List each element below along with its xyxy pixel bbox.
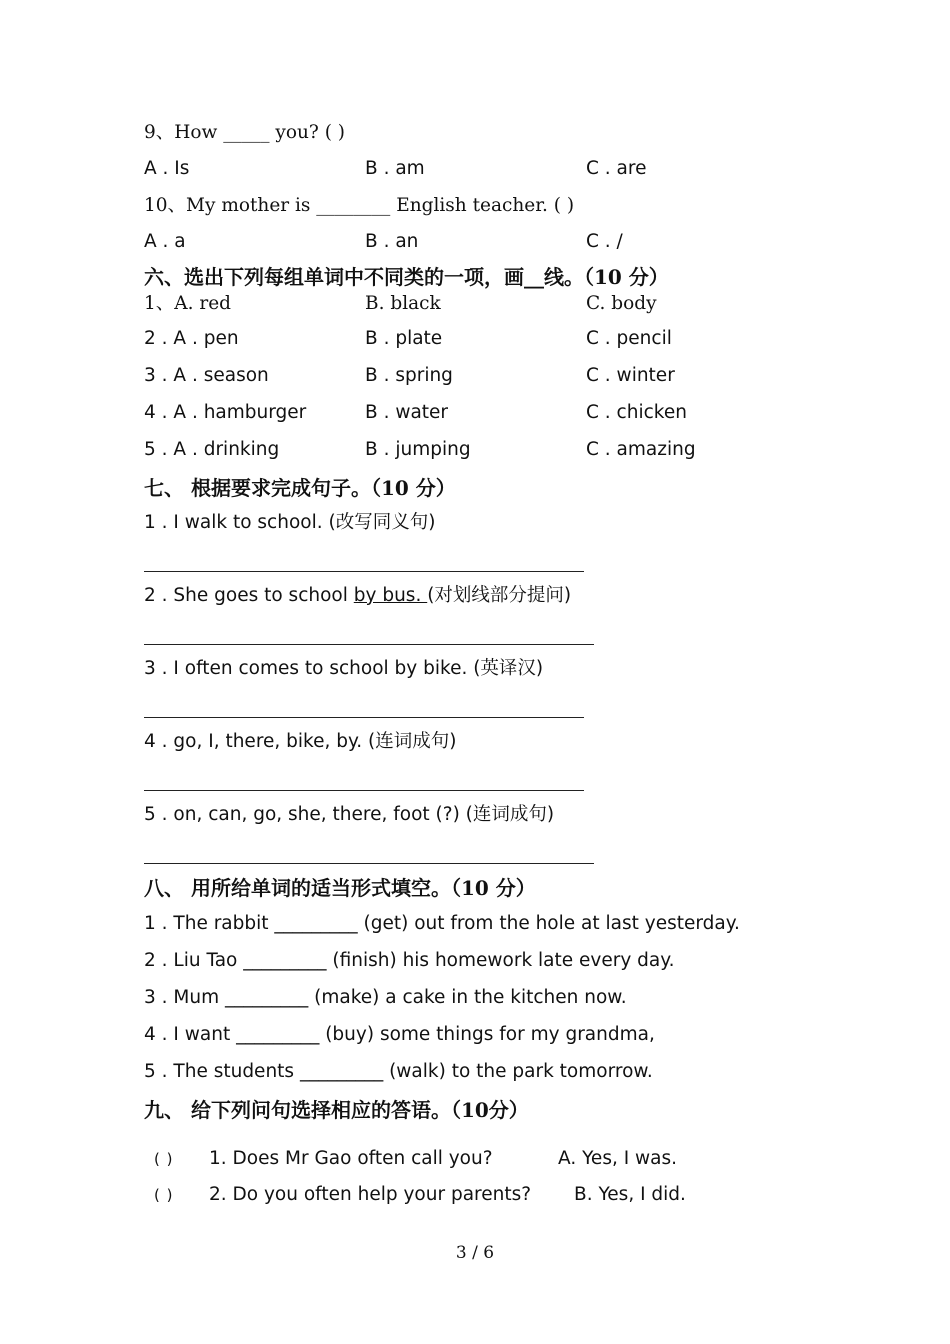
section-8-item-2: 2 . Liu Tao _________ (finish) his homework late every day. <box>144 950 675 971</box>
question-9-stem: 9、How _____ you? ( ) <box>144 122 346 143</box>
option-a: 2 . A . pen <box>144 328 239 349</box>
answer-line <box>144 863 594 864</box>
option-b: B . water <box>365 402 449 423</box>
answer-option: B. Yes, I did. <box>574 1184 686 1205</box>
section-7-item-2 <box>144 584 571 608</box>
option-c: C . are <box>586 158 647 179</box>
item-instruction: (对划线部分提问) <box>427 585 572 606</box>
answer-line <box>144 571 584 572</box>
section-8-item-3: 3 . Mum _________ (make) a cake in the kitchen now. <box>144 987 627 1008</box>
question-9-options <box>144 157 844 181</box>
question-10-options <box>144 230 844 254</box>
option-b: B . am <box>365 158 425 179</box>
page-number: 3 / 6 <box>455 1243 495 1263</box>
question-10-stem: 10、My mother is ________ English teacher. ( ) <box>144 195 575 216</box>
section-8-item-5: 5 . The students _________ (walk) to the park tomorrow. <box>144 1061 653 1082</box>
section-6-row-5 <box>144 438 844 462</box>
section-8-heading: 八、 用所给单词的适当形式填空。（10 分） <box>144 876 536 900</box>
option-b: B . plate <box>365 328 443 349</box>
option-a: 1、A. red <box>144 293 232 314</box>
section-7-item-3: 3 . I often comes to school by bike. (英译汉) <box>144 658 544 679</box>
option-a: A . a <box>144 231 186 252</box>
question-text: 2. Do you often help your parents? <box>209 1184 532 1205</box>
answer-parentheses: ( ) <box>154 1186 174 1204</box>
section-9-item-1 <box>154 1147 754 1171</box>
section-7-item-5: 5 . on, can, go, she, there, foot (?) (连词成句) <box>144 804 555 825</box>
option-a: A . Is <box>144 158 190 179</box>
section-8-item-1: 1 . The rabbit _________ (get) out from the hole at last yesterday. <box>144 913 740 934</box>
section-6-row-3 <box>144 364 844 388</box>
option-a: 5 . A . drinking <box>144 439 280 460</box>
option-c: C . chicken <box>586 402 687 423</box>
option-c: C. body <box>586 293 657 314</box>
section-9-item-2 <box>154 1183 754 1207</box>
section-7-item-1: 1 . I walk to school. (改写同义句) <box>144 512 436 533</box>
section-7-item-4: 4 . go, I, there, bike, by. (连词成句) <box>144 731 457 752</box>
option-c: C . winter <box>586 365 675 386</box>
option-a: 4 . A . hamburger <box>144 402 307 423</box>
section-8-item-4: 4 . I want _________ (buy) some things for my grandma, <box>144 1024 655 1045</box>
section-6-heading: 六、选出下列每组单词中不同类的一项，画__线。（10 分） <box>144 265 669 289</box>
option-a: 3 . A . season <box>144 365 269 386</box>
option-b: B . jumping <box>365 439 471 460</box>
section-7-heading: 七、 根据要求完成句子。（10 分） <box>144 476 456 500</box>
section-6-row-2 <box>144 327 844 351</box>
option-c: C . / <box>586 231 623 252</box>
answer-line <box>144 717 584 718</box>
option-b: B . an <box>365 231 419 252</box>
answer-line <box>144 644 594 645</box>
option-b: B. black <box>365 293 441 314</box>
answer-line <box>144 790 584 791</box>
underlined-phrase: by bus. <box>353 585 428 606</box>
option-c: C . pencil <box>586 328 672 349</box>
section-6-row-4 <box>144 401 844 425</box>
option-c: C . amazing <box>586 439 696 460</box>
section-6-row-1 <box>144 292 844 316</box>
answer-option: A. Yes, I was. <box>558 1148 678 1169</box>
section-9-heading: 九、 给下列问句选择相应的答语。（10分） <box>144 1098 529 1122</box>
answer-parentheses: ( ) <box>154 1150 174 1168</box>
item-prefix: 2 . She goes to school <box>144 585 354 606</box>
question-text: 1. Does Mr Gao often call you? <box>209 1148 493 1169</box>
option-b: B . spring <box>365 365 453 386</box>
